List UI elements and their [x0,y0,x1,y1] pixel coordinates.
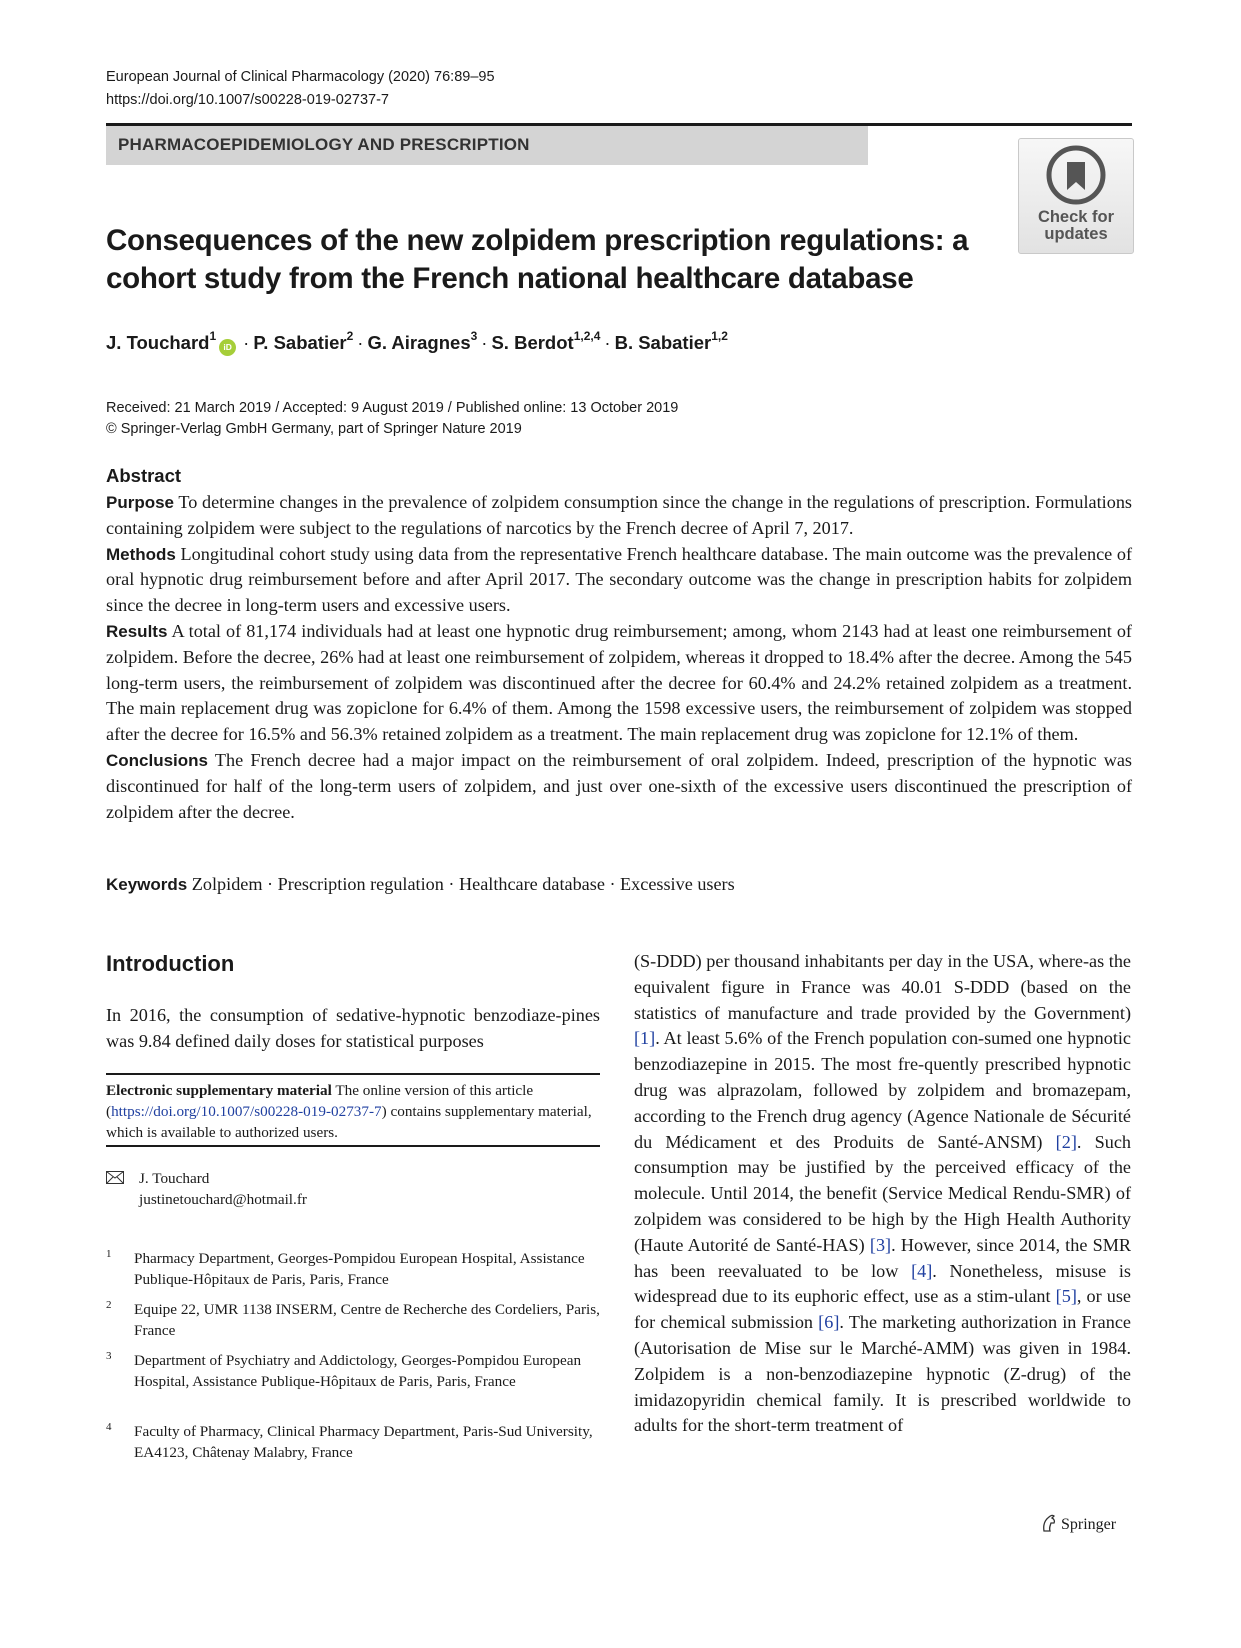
history-dates: Received: 21 March 2019 / Accepted: 9 August 2019 / Published online: 13 October 2019 [106,400,679,416]
publisher-name: Springer [1061,1516,1117,1533]
keywords [106,872,735,897]
author-affiliation: 2 [346,329,354,343]
abstract-purpose [106,490,1132,542]
abstract-results [106,619,1132,748]
esm-rule-top [106,1073,600,1075]
citation-link[interactable]: [2] [1055,1131,1077,1152]
purpose-label: Purpose [106,493,175,512]
orcid-icon[interactable]: iD [219,339,236,356]
keywords-label: Keywords [106,875,188,894]
affiliation-text: Faculty of Pharmacy, Clinical Pharmacy Department, Paris-Sud University, EA4123, Châtenay Malabry, France [134,1423,593,1461]
results-text: A total of 81,174 individuals had at least one hypnotic drug reimbursement; among, whom 2143 had at least one reimbursement of zolpidem. Before the decree, 26% had at least one reimbursement of zolpidem, whereas it dropped to 18.4% after the decree. Among the 545 long-term users, the reimbursement of zolpidem was discontinued after the decree for 60.4% and 24.2% retained zolpidem as a treatment. The main replacement drug was zopiclone for 6.4% of them. Among the 1598 excessive users, the reimbursement of zolpidem was stopped after the decree for 16.5% and 56.3% retained zolpidem as a treatment. The main replacement drug was zopiclone for 12.1% of them. [106,620,1132,745]
abstract-conclusions [106,748,1132,825]
check-updates-icon [1046,145,1106,205]
affiliation-number: 3 [106,1350,112,1362]
check-updates-line2: updates [1044,225,1108,243]
author-name[interactable]: S. Berdot [491,332,574,354]
affiliation-text: Department of Psychiatry and Addictology, Georges-Pompidou European Hospital, Assistance Publique-Hôpitaux de Paris, Paris, France [134,1352,582,1390]
author-list: J. Touchard$^1$iD · P. Sabatier$^2$ · G. Airagnes$^3$ · S. Berdot$^{1,2,4}$ · B. Sabatier$^{1,2}$ [106,331,728,356]
author-affiliation: 3 [470,329,478,343]
affiliation-number: 1 [106,1248,112,1260]
intro-segment: , or use for chemical submission [634,1286,1131,1333]
citation-link[interactable]: [3] [869,1234,892,1255]
results-label: Results [106,621,168,641]
section-label: PHARMACOEPIDEMIOLOGY AND PRESCRIPTION [118,135,530,154]
author-name[interactable]: B. Sabatier [614,332,712,354]
intro-segment: . However, since 2014, the SMR has been reevaluated to be low [634,1234,1131,1281]
springer-horse-icon [1040,1513,1058,1533]
doi-line[interactable]: https://doi.org/10.1007/s00228-019-02737-7 [106,92,389,108]
supplementary-note [106,1080,600,1143]
citation-link[interactable]: [6] [818,1312,840,1333]
introduction-heading: Introduction [106,951,235,976]
springer-logo [1040,1513,1116,1534]
esm-link[interactable]: https://doi.org/10.1007/s00228-019-02737-7 [111,1103,382,1120]
esm-label: Electronic supplementary material [106,1082,332,1099]
correspondence-name: J. Touchard [139,1170,210,1187]
author-name[interactable]: P. Sabatier [253,332,347,354]
conclusions-text: The French decree had a major impact on the reimbursement of oral zolpidem. Indeed, prescription of the hypnotic was discontinued for half of the long-term users of zolpidem, and just over one-sixth of the excessive users discontinued the prescription of zolpidem after the decree. [106,749,1132,822]
citation-link[interactable]: [5] [1055,1286,1077,1307]
intro-segment: (S-DDD) per thousand inhabitants per day in the USA, where-as the equivalent figure in France was 40.01 S-DDD (based on the statistics of manufacture and trade provided by the Government) [634,951,1131,1023]
intro-segment: . Such consumption may be justified by the perceived efficacy of the molecule. Until 2014, the benefit (Service Medical Rendu-SMR) of zolpidem was considered to be high by the High Health Authority (Haute Autorité de Santé-HAS) [634,1131,1132,1255]
affiliation-text: Pharmacy Department, Georges-Pompidou European Hospital, Assistance Publique-Hôpitaux de Paris, Paris, France [134,1250,585,1288]
author-name[interactable]: G. Airagnes [367,332,471,354]
article-title: Consequences of the new zolpidem prescription regulations: a cohort study from the French national healthcare database [106,224,969,295]
esm-text: The online version of this article ( [106,1082,534,1120]
methods-label: Methods [106,544,176,564]
author-affiliation: 1,2 [711,329,728,343]
author-name[interactable]: J. Touchard [106,332,210,354]
publication-dates [106,398,678,440]
intro-text-right [634,949,1131,1439]
intro-segment: . At least 5.6% of the French population con-sumed one hypnotic benzodiazepine in 2015. The most fre-quently prescribed hypnotic drug was alprazolam, followed by zolpidem and bromazepam, according to the French drug agency (Agence Nationale de Sécurité du Médicament et des Produits de Santé-ANSM) [634,1028,1131,1152]
copyright-line: © Springer-Verlag GmbH Germany, part of Springer Nature 2019 [106,421,522,437]
esm-rule-bottom [106,1145,600,1147]
check-updates-line1: Check for [1037,208,1115,226]
conclusions-label: Conclusions [106,750,209,770]
correspondence-email[interactable]: justinetouchard@hotmail.fr [139,1191,307,1208]
intro-segment: . The marketing authorization in France (Autorisation de Mise sur le Marché-AMM) was given in 1984. Zolpidem is a non-benzodiazepine hypnotic (Z-drug) of the imidazopyridin chemical family. It is prescribed worldwide to adults for the short-term treatment of [634,1312,1131,1436]
methods-text: Longitudinal cohort study using data from the representative French healthcare database. The main outcome was the prevalence of oral hypnotic drug reimbursement before and after April 2017. The secondary outcome was the change in prescription habits for zolpidem since the decree in long-term users and excessive users. [106,543,1133,616]
section-band [106,126,868,165]
affiliation-number: 2 [106,1299,112,1311]
purpose-text: To determine changes in the prevalence of zolpidem consumption since the change in the regulations of prescription. Formulations containing zolpidem were subject to the regulations of narcotics by the French decree of April 7, 2017. [106,492,1132,538]
author-affiliation: 1 [209,329,217,343]
journal-line: European Journal of Clinical Pharmacology (2020) 76:89–95 [106,69,495,85]
affiliation-text: Equipe 22, UMR 1138 INSERM, Centre de Recherche des Cordeliers, Paris, France [134,1301,600,1339]
abstract-heading: Abstract [106,465,182,486]
citation-link[interactable]: [4] [911,1260,933,1281]
citation-link[interactable]: [1] [634,1028,656,1049]
abstract-section [106,464,1132,825]
envelope-icon [106,1171,124,1184]
check-for-updates-badge[interactable] [1018,138,1134,254]
abstract-methods [106,542,1132,619]
journal-citation [106,66,495,112]
intro-text-left: In 2016, the consumption of sedative-hypnotic benzodiaze-pines was 9.84 defined daily doses for statistical purposes [106,1005,600,1051]
keywords-text: Zolpidem · Prescription regulation · Healthcare database · Excessive users [191,874,735,894]
intro-segment: . Nonetheless, misuse is widespread due to its euphoric effect, use as a stim-ulant [634,1260,1131,1307]
affiliation-number: 4 [106,1421,112,1433]
esm-text-end: ) contains supplementary material, which is available to authorized users. [106,1103,592,1141]
author-affiliation: 1,2,4 [573,329,601,343]
